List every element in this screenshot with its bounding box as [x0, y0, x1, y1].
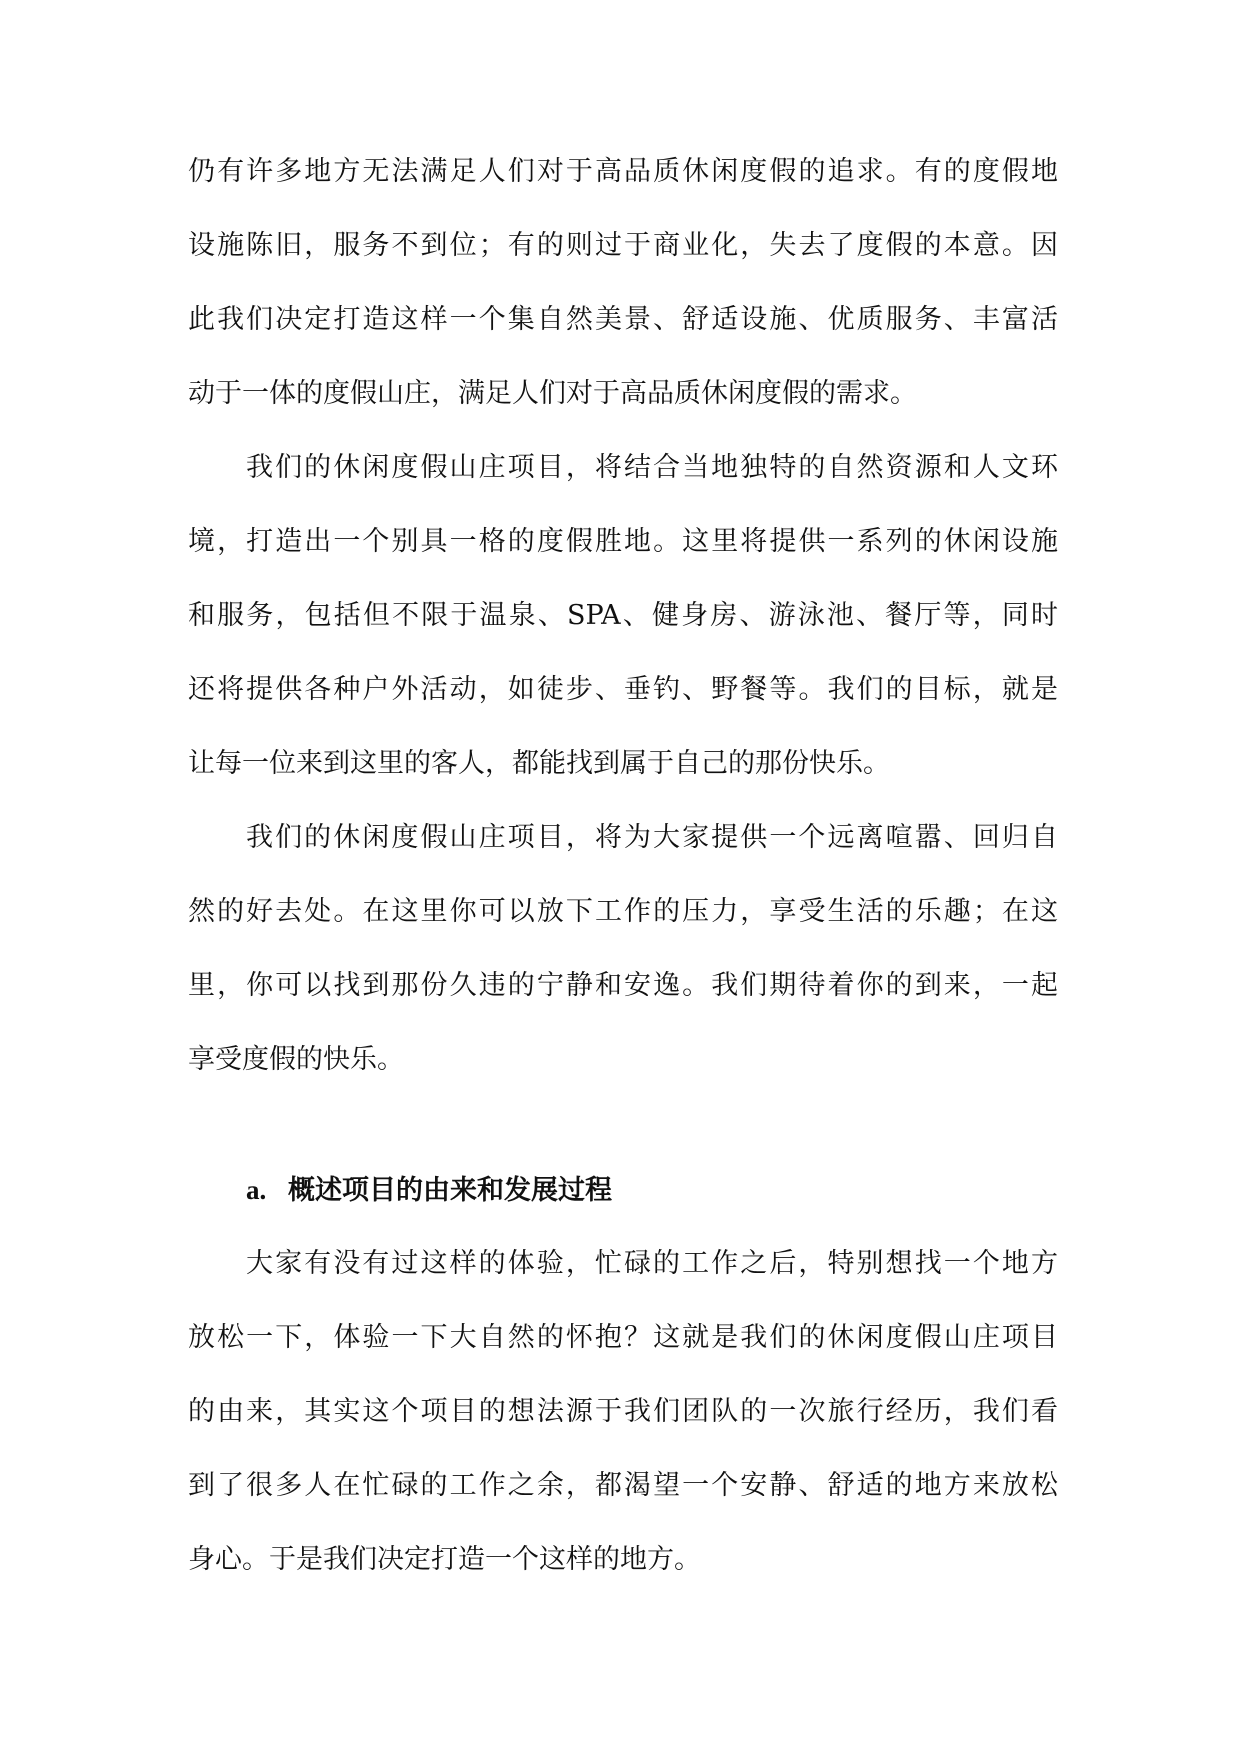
paragraph-line: 境，打造出一个别具一格的度假胜地。这里将提供一系列的休闲设施: [188, 526, 1058, 557]
paragraph-line: 放松一下，体验一下大自然的怀抱？这就是我们的休闲度假山庄项目: [188, 1322, 1058, 1353]
paragraph-line: 到了很多人在忙碌的工作之余，都渴望一个安静、舒适的地方来放松: [188, 1470, 1058, 1501]
paragraph-line: 让每一位来到这里的客人，都能找到属于自己的那份快乐。: [188, 748, 890, 779]
section-heading: [246, 1170, 612, 1210]
paragraph-line: 大家有没有过这样的体验，忙碌的工作之后，特别想找一个地方: [246, 1248, 1058, 1279]
paragraph-line: 我们的休闲度假山庄项目，将为大家提供一个远离喧嚣、回归自: [246, 822, 1058, 853]
paragraph-line: 的由来，其实这个项目的想法源于我们团队的一次旅行经历，我们看: [188, 1396, 1058, 1427]
paragraph-line: 仍有许多地方无法满足人们对于高品质休闲度假的追求。有的度假地: [188, 156, 1058, 187]
section-title: 概述项目的由来和发展过程: [288, 1175, 612, 1206]
paragraph-line: 动于一体的度假山庄，满足人们对于高品质休闲度假的需求。: [188, 378, 917, 409]
paragraph-line: 和服务，包括但不限于温泉、SPA、健身房、游泳池、餐厅等，同时: [188, 600, 1058, 631]
paragraph-line: 然的好去处。在这里你可以放下工作的压力，享受生活的乐趣；在这: [188, 896, 1058, 927]
paragraph-line: 里，你可以找到那份久违的宁静和安逸。我们期待着你的到来，一起: [188, 970, 1058, 1001]
paragraph-line: 设施陈旧，服务不到位；有的则过于商业化，失去了度假的本意。因: [188, 230, 1058, 261]
section-marker: a.: [246, 1175, 267, 1205]
paragraph-line: 还将提供各种户外活动，如徒步、垂钓、野餐等。我们的目标，就是: [188, 674, 1058, 705]
paragraph-line: 享受度假的快乐。: [188, 1044, 404, 1075]
paragraph-line: 身心。于是我们决定打造一个这样的地方。: [188, 1544, 701, 1575]
paragraph-line: 此我们决定打造这样一个集自然美景、舒适设施、优质服务、丰富活: [188, 304, 1058, 335]
paragraph-line: 我们的休闲度假山庄项目，将结合当地独特的自然资源和人文环: [246, 452, 1058, 483]
